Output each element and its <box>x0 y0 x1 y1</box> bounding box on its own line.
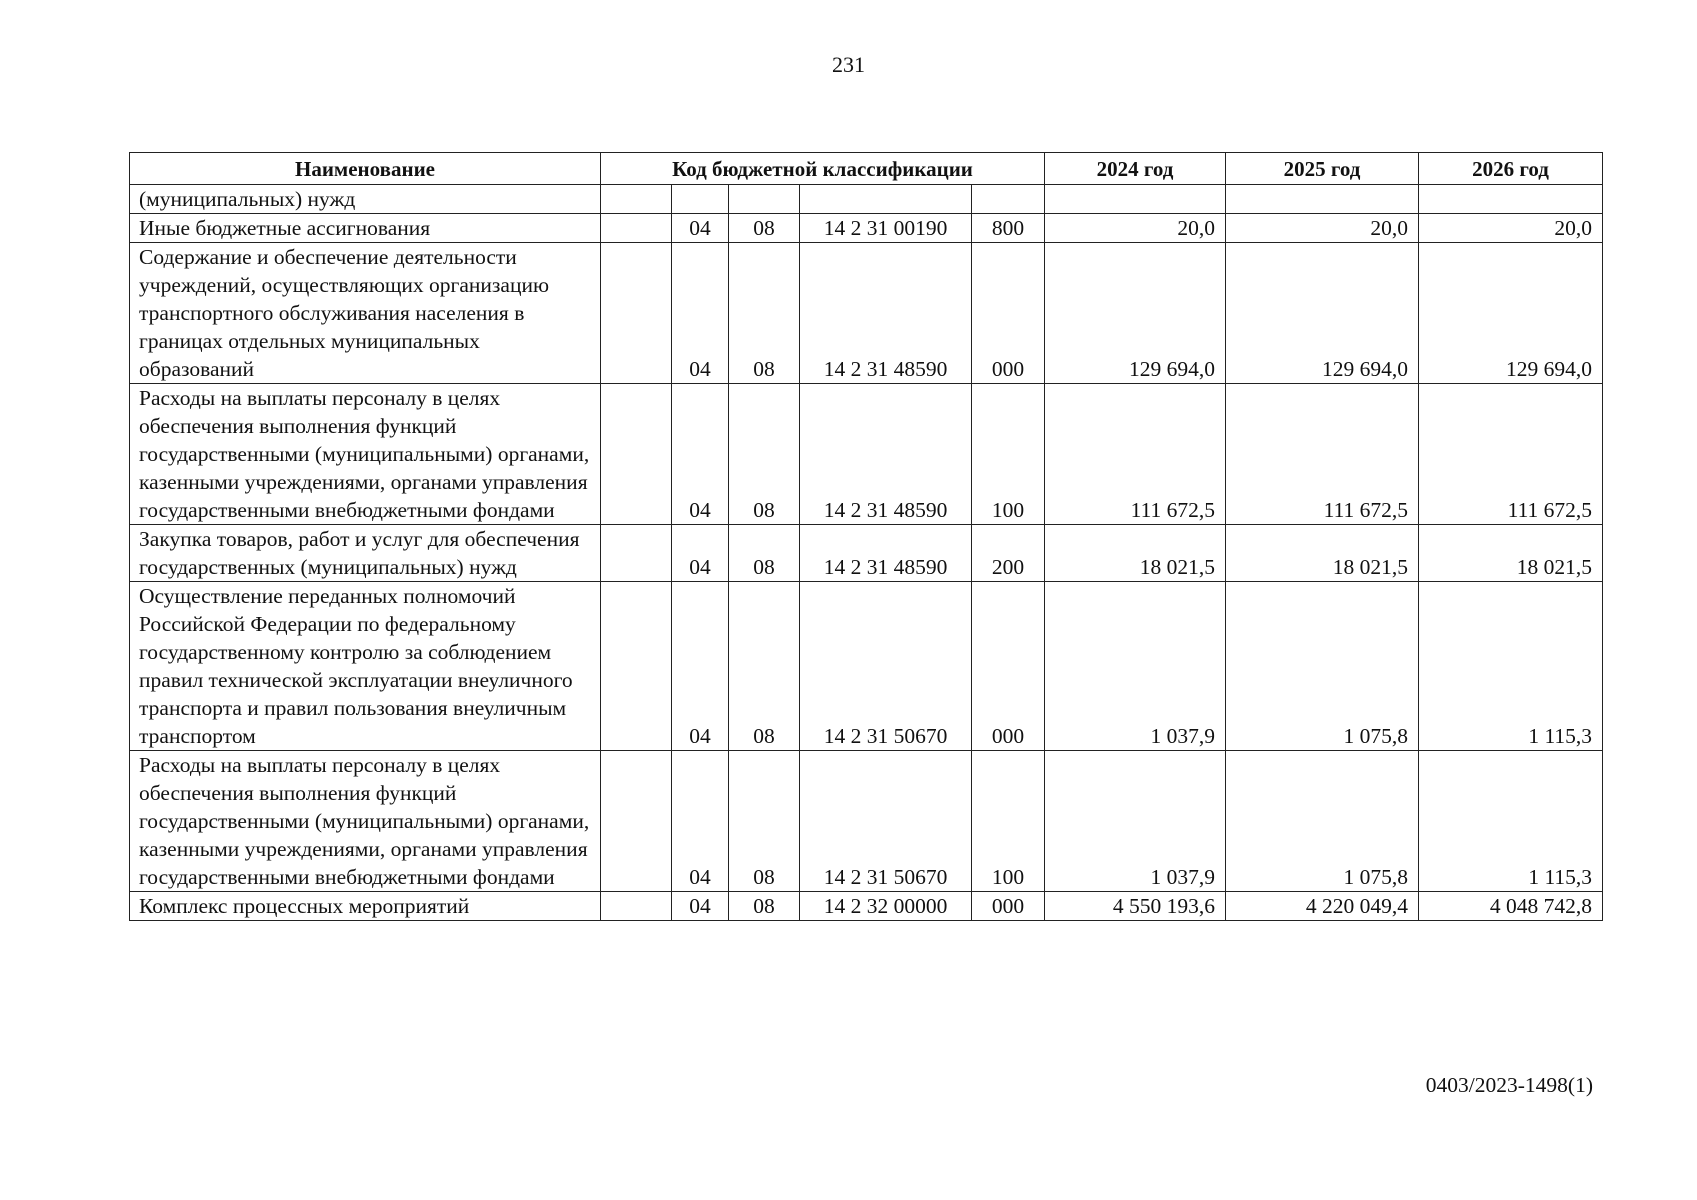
cell-subsection: 08 <box>729 892 800 921</box>
cell-target-article: 14 2 31 50670 <box>800 751 972 892</box>
page-number: 231 <box>832 52 865 77</box>
cell-value-2026: 1 115,3 <box>1419 582 1603 751</box>
cell-subsection <box>729 185 800 214</box>
header-name: Наименование <box>130 153 601 185</box>
cell-name: Содержание и обеспечение деятельности учреждений, осуществляющих организацию транспортного обслуживания населения в границах отдельных муниципальных образований <box>130 243 601 384</box>
cell-target-article: 14 2 31 48590 <box>800 243 972 384</box>
cell-expense-type: 200 <box>972 525 1045 582</box>
cell-value-2025: 1 075,8 <box>1226 751 1419 892</box>
cell-empty <box>601 243 672 384</box>
budget-table <box>129 152 1603 921</box>
cell-section: 04 <box>672 892 729 921</box>
cell-section: 04 <box>672 751 729 892</box>
cell-value-2026: 129 694,0 <box>1419 243 1603 384</box>
cell-empty <box>601 525 672 582</box>
cell-subsection: 08 <box>729 582 800 751</box>
cell-section: 04 <box>672 243 729 384</box>
table-row <box>130 243 1603 384</box>
cell-empty <box>601 384 672 525</box>
cell-value-2024: 129 694,0 <box>1045 243 1226 384</box>
cell-section: 04 <box>672 582 729 751</box>
cell-value-2026: 1 115,3 <box>1419 751 1603 892</box>
cell-value-2025: 4 220 049,4 <box>1226 892 1419 921</box>
table-body <box>130 185 1603 921</box>
cell-value-2025: 129 694,0 <box>1226 243 1419 384</box>
cell-empty <box>601 214 672 243</box>
cell-value-2026: 18 021,5 <box>1419 525 1603 582</box>
table-row <box>130 384 1603 525</box>
table-row <box>130 214 1603 243</box>
cell-expense-type: 000 <box>972 892 1045 921</box>
cell-section: 04 <box>672 384 729 525</box>
cell-subsection: 08 <box>729 243 800 384</box>
cell-expense-type <box>972 185 1045 214</box>
cell-name: (муниципальных) нужд <box>130 185 601 214</box>
cell-value-2026: 4 048 742,8 <box>1419 892 1603 921</box>
cell-value-2025: 18 021,5 <box>1226 525 1419 582</box>
cell-empty <box>601 751 672 892</box>
table-row <box>130 525 1603 582</box>
header-2024: 2024 год <box>1045 153 1226 185</box>
cell-value-2026 <box>1419 185 1603 214</box>
cell-name: Иные бюджетные ассигнования <box>130 214 601 243</box>
header-2025: 2025 год <box>1226 153 1419 185</box>
table-header-row <box>130 153 1603 185</box>
cell-name: Комплекс процессных мероприятий <box>130 892 601 921</box>
cell-subsection: 08 <box>729 525 800 582</box>
cell-target-article: 14 2 31 48590 <box>800 525 972 582</box>
cell-empty <box>601 892 672 921</box>
cell-name: Закупка товаров, работ и услуг для обеспечения государственных (муниципальных) нужд <box>130 525 601 582</box>
cell-target-article: 14 2 31 50670 <box>800 582 972 751</box>
cell-value-2024 <box>1045 185 1226 214</box>
table-row <box>130 892 1603 921</box>
cell-expense-type: 100 <box>972 384 1045 525</box>
cell-value-2024: 20,0 <box>1045 214 1226 243</box>
cell-section <box>672 185 729 214</box>
cell-expense-type: 000 <box>972 243 1045 384</box>
cell-target-article: 14 2 31 00190 <box>800 214 972 243</box>
cell-expense-type: 000 <box>972 582 1045 751</box>
cell-expense-type: 800 <box>972 214 1045 243</box>
table-row <box>130 582 1603 751</box>
cell-value-2024: 18 021,5 <box>1045 525 1226 582</box>
document-code: 0403/2023-1498(1) <box>1425 1073 1593 1097</box>
cell-target-article: 14 2 32 00000 <box>800 892 972 921</box>
cell-value-2026: 111 672,5 <box>1419 384 1603 525</box>
cell-value-2025 <box>1226 185 1419 214</box>
cell-target-article: 14 2 31 48590 <box>800 384 972 525</box>
cell-value-2025: 111 672,5 <box>1226 384 1419 525</box>
cell-value-2025: 20,0 <box>1226 214 1419 243</box>
cell-expense-type: 100 <box>972 751 1045 892</box>
cell-empty <box>601 582 672 751</box>
cell-value-2024: 4 550 193,6 <box>1045 892 1226 921</box>
cell-value-2024: 1 037,9 <box>1045 582 1226 751</box>
cell-empty <box>601 185 672 214</box>
cell-value-2025: 1 075,8 <box>1226 582 1419 751</box>
header-2026: 2026 год <box>1419 153 1603 185</box>
header-budget-code: Код бюджетной классификации <box>601 153 1045 185</box>
cell-value-2024: 111 672,5 <box>1045 384 1226 525</box>
cell-subsection: 08 <box>729 214 800 243</box>
table-row <box>130 751 1603 892</box>
table-row <box>130 185 1603 214</box>
cell-section: 04 <box>672 525 729 582</box>
cell-value-2026: 20,0 <box>1419 214 1603 243</box>
cell-name: Расходы на выплаты персоналу в целях обеспечения выполнения функций государственными (муниципальными) органами, казенными учреждениями, органами управления государственными внебюджетными фондами <box>130 751 601 892</box>
cell-target-article <box>800 185 972 214</box>
cell-name: Расходы на выплаты персоналу в целях обеспечения выполнения функций государственными (муниципальными) органами, казенными учреждениями, органами управления государственными внебюджетными фондами <box>130 384 601 525</box>
cell-value-2024: 1 037,9 <box>1045 751 1226 892</box>
cell-section: 04 <box>672 214 729 243</box>
cell-name: Осуществление переданных полномочий Российской Федерации по федеральному государственному контролю за соблюдением правил технической эксплуатации внеуличного транспорта и правил пользования внеуличным транспортом <box>130 582 601 751</box>
cell-subsection: 08 <box>729 751 800 892</box>
cell-subsection: 08 <box>729 384 800 525</box>
